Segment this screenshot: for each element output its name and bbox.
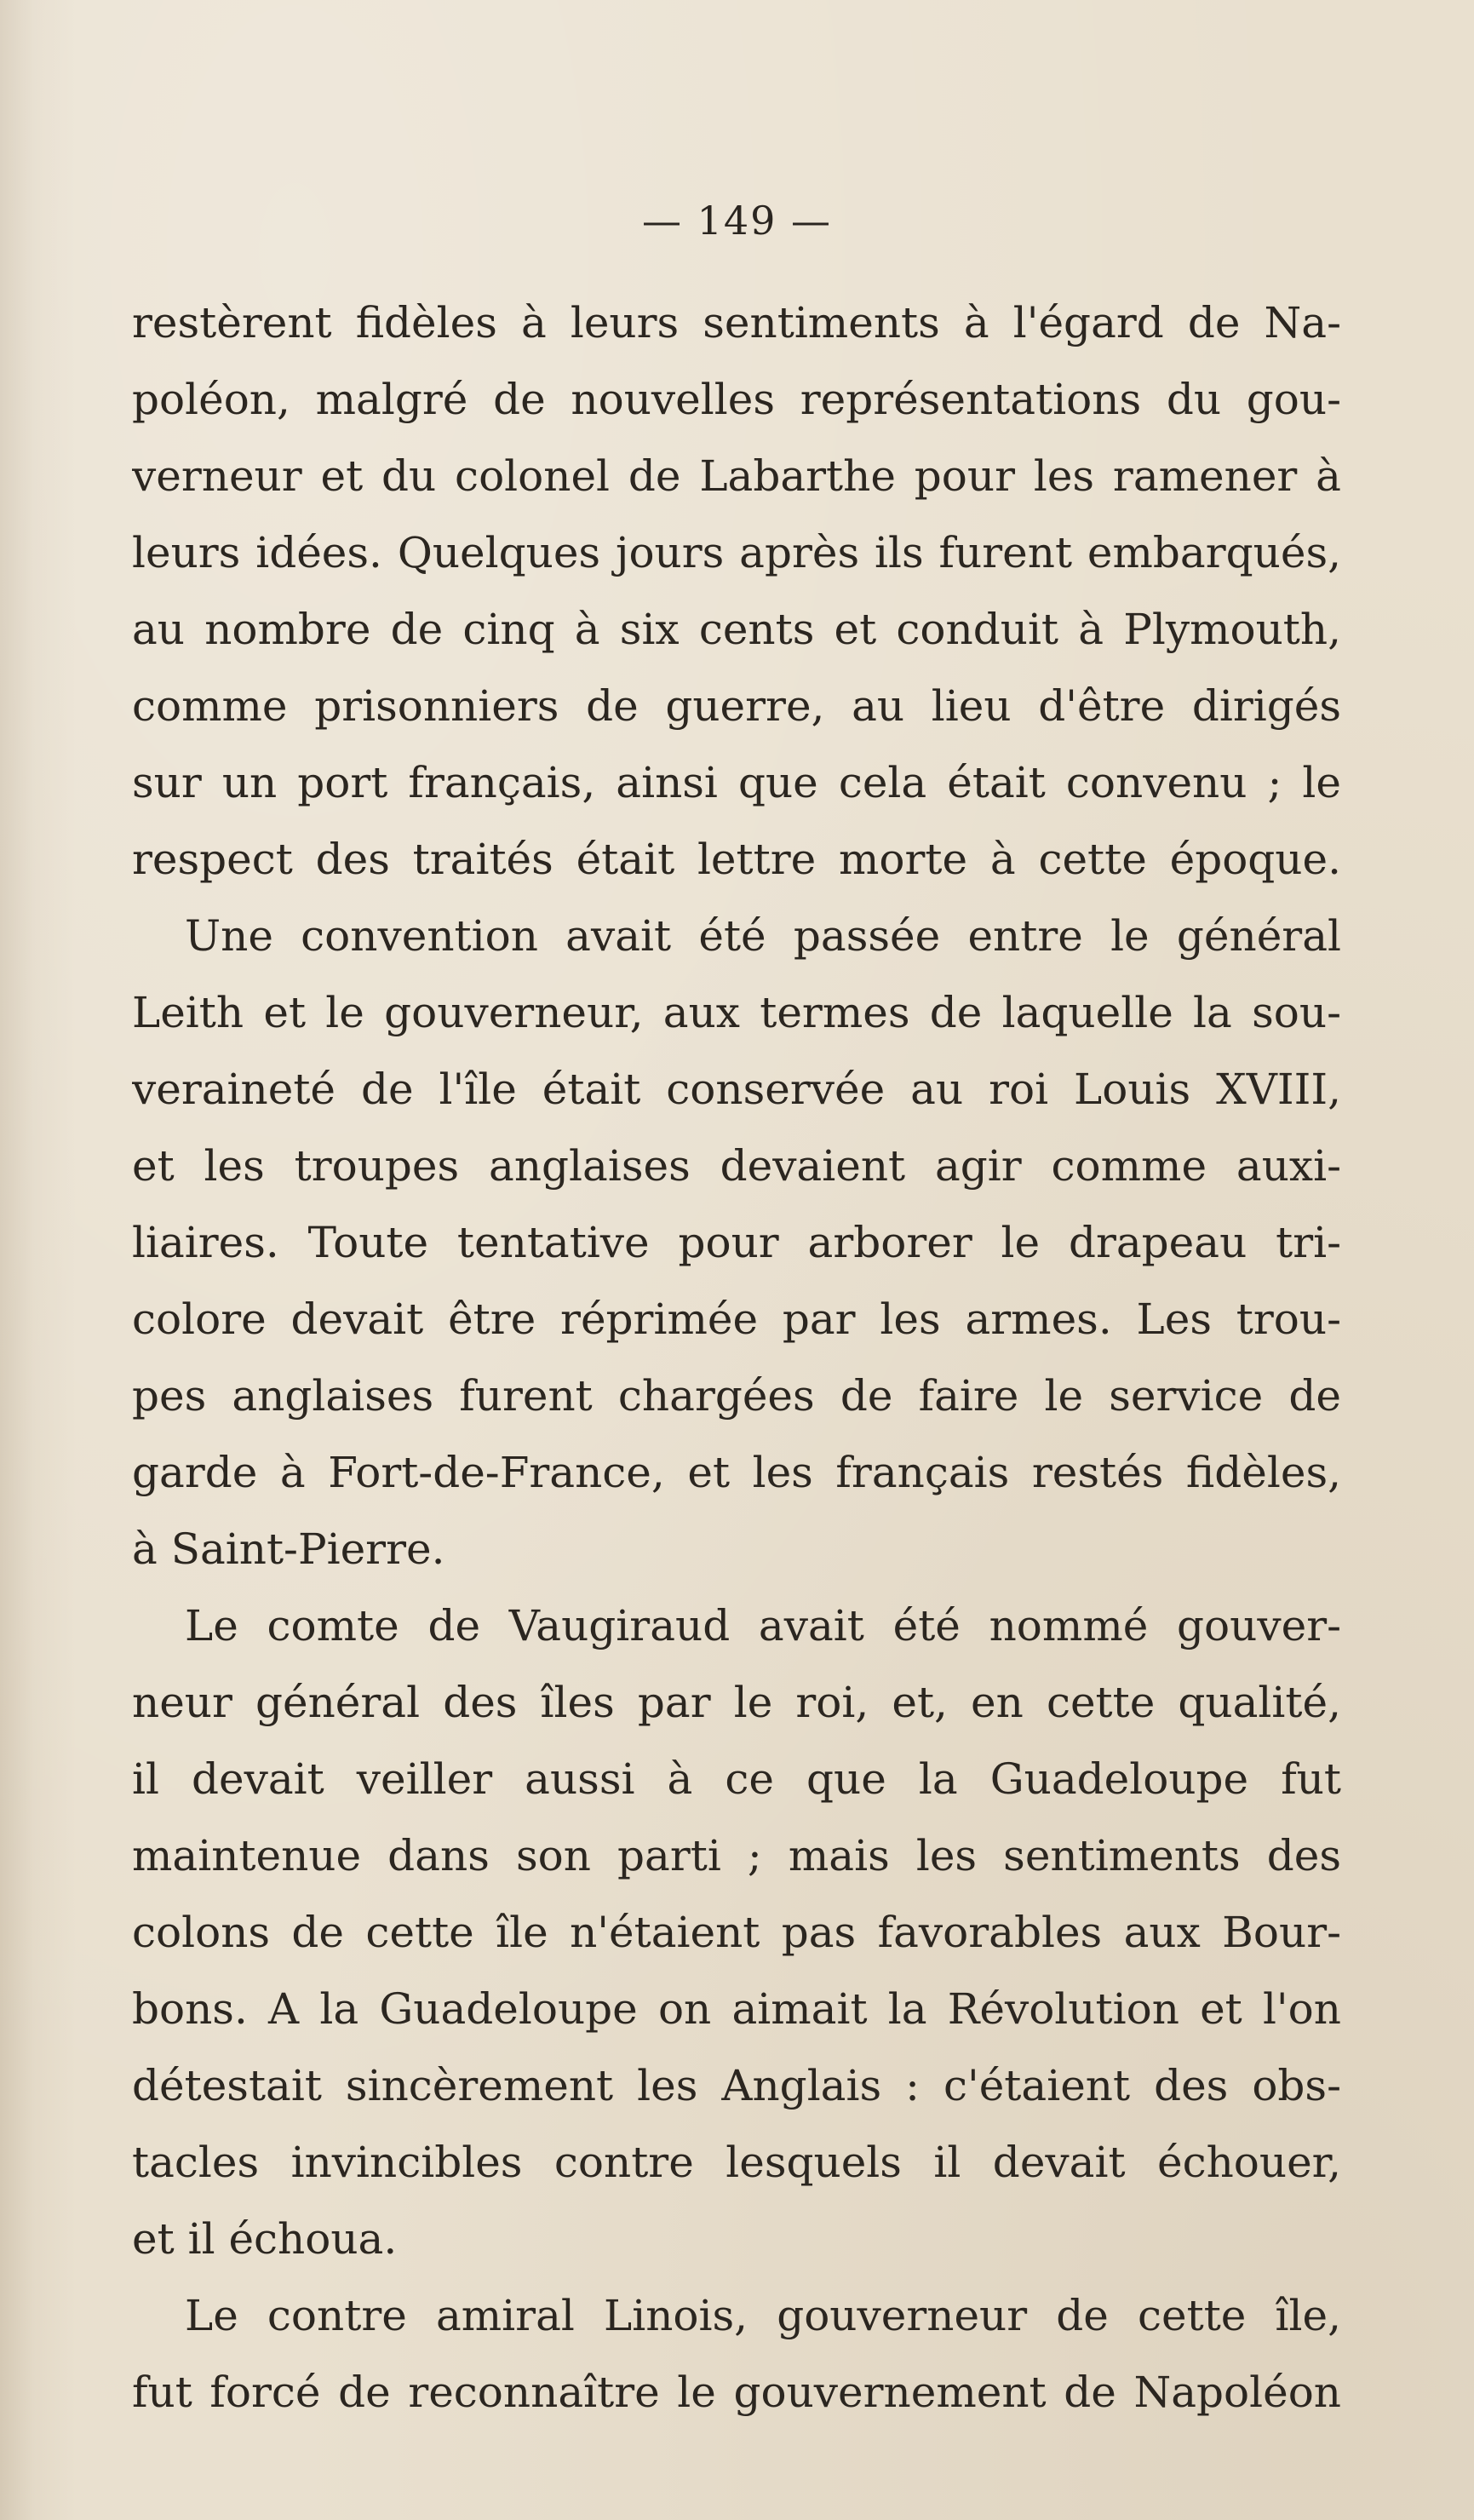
- page-number: — 149 —: [641, 198, 833, 244]
- text-line: maintenue dans son parti ; mais les sentiments des: [132, 1831, 1341, 1880]
- paragraph: [132, 2277, 1341, 2431]
- text-line: verneur et du colonel de Labarthe pour les ramener à: [132, 451, 1341, 501]
- text-line: il devait veiller aussi à ce que la Guadeloupe fut: [132, 1754, 1341, 1804]
- text-line: fut forcé de reconnaître le gouvernement de Napoléon: [132, 2368, 1341, 2417]
- text-line: liaires. Toute tentative pour arborer le drapeau tri-: [132, 1218, 1341, 1267]
- paragraph: [132, 1587, 1341, 2277]
- text-line: respect des traités était lettre morte à cette époque.: [132, 835, 1341, 884]
- paragraph: [132, 898, 1341, 1587]
- text-line: sur un port français, ainsi que cela était convenu ; le: [132, 758, 1341, 807]
- text-line: restèrent fidèles à leurs sentiments à l'égard de Na-: [132, 298, 1341, 347]
- text-line: garde à Fort-de-France, et les français restés fidèles,: [132, 1448, 1341, 1497]
- text-line: comme prisonniers de guerre, au lieu d'être dirigés: [132, 681, 1341, 731]
- text-line: neur général des îles par le roi, et, en cette qualité,: [132, 1678, 1341, 1727]
- text-line: à Saint-Pierre.: [132, 1524, 445, 1574]
- text-line: détestait sincèrement les Anglais : c'étaient des obs-: [132, 2061, 1341, 2110]
- text-line: Leith et le gouverneur, aux termes de laquelle la sou-: [132, 988, 1341, 1037]
- text-line: veraineté de l'île était conservée au roi Louis XVIII,: [132, 1065, 1341, 1114]
- text-line: Une convention avait été passée entre le général: [185, 911, 1341, 961]
- text-line: Le contre amiral Linois, gouverneur de cette île,: [185, 2291, 1341, 2340]
- text-line: poléon, malgré de nouvelles représentations du gou-: [132, 375, 1341, 424]
- text-line: colons de cette île n'étaient pas favorables aux Bour-: [132, 1908, 1341, 1957]
- text-line: pes anglaises furent chargées de faire le service de: [132, 1371, 1341, 1421]
- body-text: [132, 284, 1341, 2431]
- text-line: leurs idées. Quelques jours après ils furent embarqués,: [132, 528, 1341, 577]
- text-line: et les troupes anglaises devaient agir comme auxi-: [132, 1141, 1341, 1191]
- text-line: colore devait être réprimée par les armes. Les trou-: [132, 1294, 1341, 1344]
- text-line: et il échoua.: [132, 2214, 398, 2264]
- text-line: tacles invincibles contre lesquels il devait échouer,: [132, 2138, 1341, 2187]
- text-line: Le comte de Vaugiraud avait été nommé gouver-: [185, 1601, 1341, 1650]
- text-line: bons. A la Guadeloupe on aimait la Révolution et l'on: [132, 1984, 1341, 2034]
- paragraph: [132, 284, 1341, 898]
- text-line: au nombre de cinq à six cents et conduit à Plymouth,: [132, 605, 1341, 654]
